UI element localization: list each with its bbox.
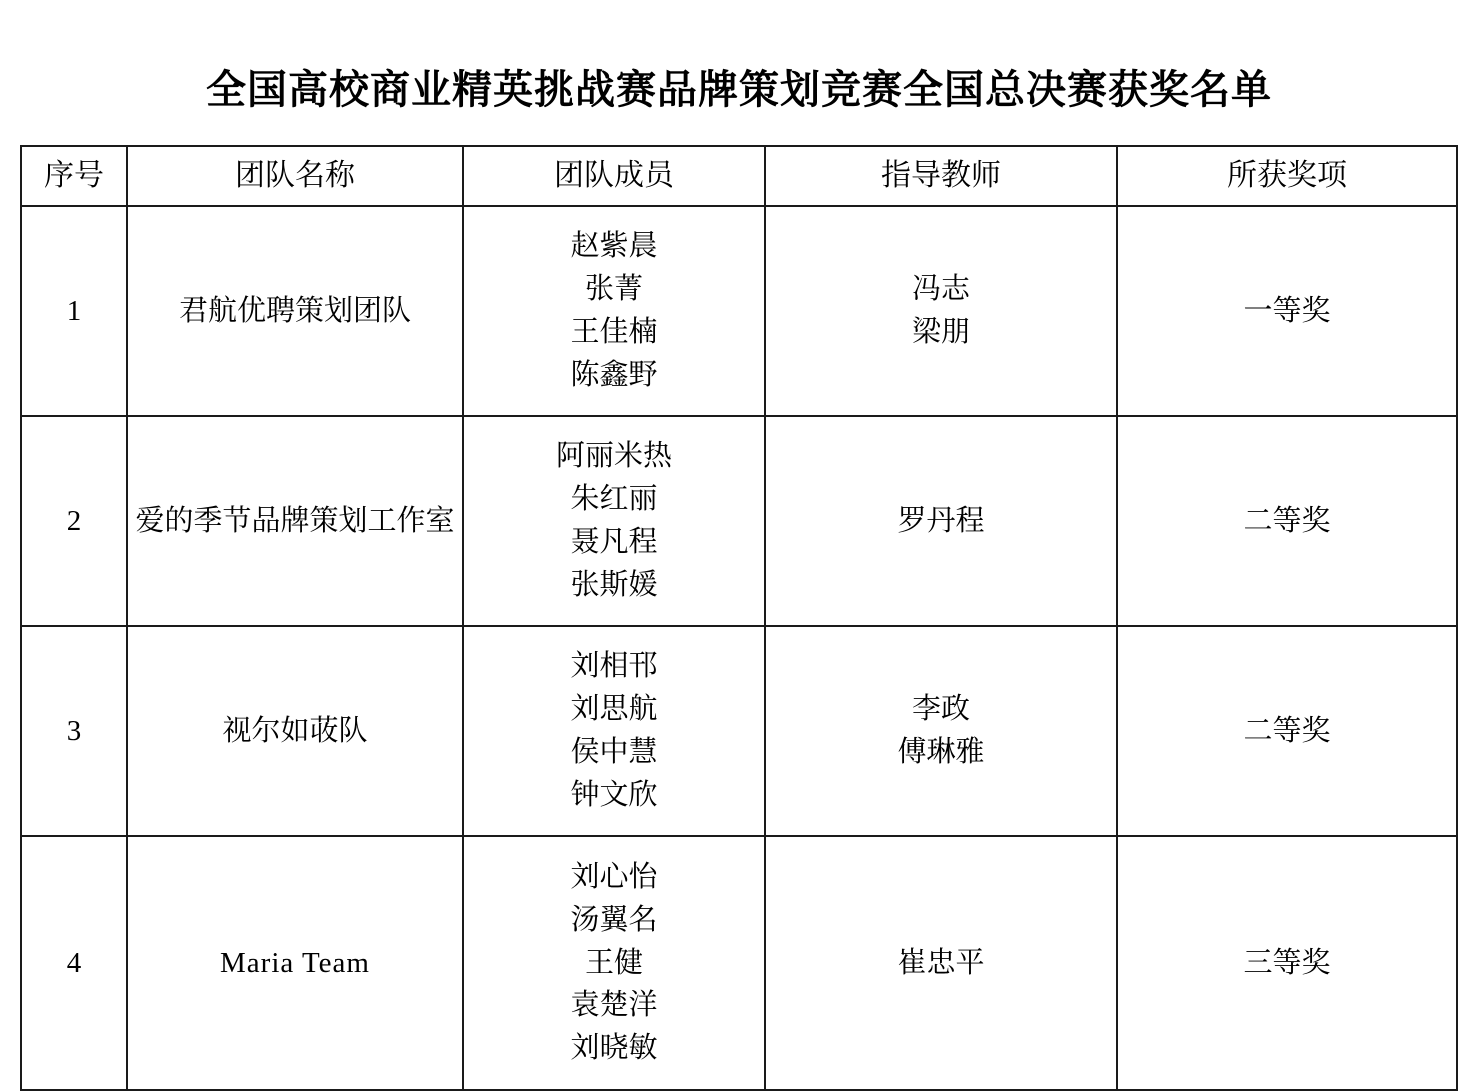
member-name: 赵紫晨: [570, 230, 658, 263]
member-name: 王健: [584, 946, 643, 979]
column-header-members: 团队成员: [463, 146, 765, 206]
member-name: 王佳楠: [570, 316, 658, 348]
cell-index: 4: [21, 836, 127, 1090]
member-name: 袁楚洋: [570, 989, 658, 1022]
member-name: 陈鑫野: [570, 358, 658, 391]
column-header-index: 序号: [21, 146, 127, 206]
award-list-table: [20, 145, 1458, 1091]
teacher-name: 罗丹程: [897, 504, 985, 537]
cell-award: 二等奖: [1117, 416, 1457, 626]
table-row: [21, 416, 1457, 626]
table-row: [21, 626, 1457, 836]
column-header-award: 所获奖项: [1117, 146, 1457, 206]
table-row: [21, 836, 1457, 1090]
member-name: 张菁: [584, 273, 643, 306]
member-name: 刘晓敏: [570, 1032, 658, 1065]
cell-team-name: 爱的季节品牌策划工作室: [127, 416, 463, 626]
cell-award: 三等奖: [1117, 836, 1457, 1090]
teacher-name: 李政: [911, 693, 970, 726]
cell-index: 3: [21, 626, 127, 836]
cell-team-members: [463, 416, 765, 626]
cell-award: 二等奖: [1117, 626, 1457, 836]
cell-team-name: Maria Team: [127, 836, 463, 1090]
member-name: 刘相邗: [570, 650, 658, 683]
member-name: 阿丽米热: [555, 440, 672, 473]
cell-index: 1: [21, 206, 127, 416]
cell-advisor-teachers: [765, 206, 1117, 416]
cell-team-name: 视尔如荍队: [127, 626, 463, 836]
page-title: 全国高校商业精英挑战赛品牌策划竞赛全国总决赛获奖名单: [206, 68, 1272, 112]
member-name: 汤翼名: [570, 903, 658, 936]
cell-team-name: 君航优聘策划团队: [127, 206, 463, 416]
member-name: 钟文欣: [570, 778, 658, 811]
cell-advisor-teachers: [765, 626, 1117, 836]
teacher-name: 梁朋: [911, 316, 970, 348]
member-name: 朱红丽: [570, 483, 658, 516]
cell-advisor-teachers: [765, 836, 1117, 1090]
cell-team-members: [463, 626, 765, 836]
cell-award: 一等奖: [1117, 206, 1457, 416]
table-header-row: [21, 146, 1457, 206]
teacher-name: 冯志: [911, 273, 970, 306]
cell-team-members: [463, 206, 765, 416]
column-header-teacher: 指导教师: [765, 146, 1117, 206]
cell-index: 2: [21, 416, 127, 626]
table-row: [21, 206, 1457, 416]
cell-team-members: [463, 836, 765, 1090]
member-name: 侯中慧: [570, 736, 658, 768]
table-body: [21, 206, 1457, 1090]
member-name: 张斯媛: [570, 568, 658, 601]
member-name: 刘心怡: [570, 860, 658, 893]
column-header-team: 团队名称: [127, 146, 463, 206]
teacher-name: 傅琳雅: [897, 736, 985, 768]
teacher-name: 崔忠平: [897, 946, 985, 979]
cell-advisor-teachers: [765, 416, 1117, 626]
member-name: 刘思航: [570, 693, 658, 726]
member-name: 聂凡程: [570, 526, 658, 558]
